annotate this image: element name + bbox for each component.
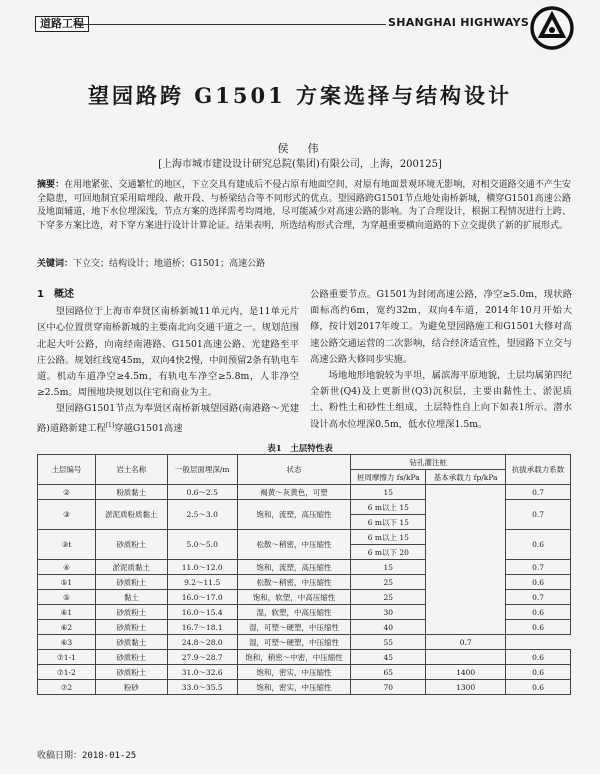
table-header: 基本承载力 fp/kPa (426, 470, 506, 485)
cell: 0.6～2.5 (167, 485, 237, 500)
cell: 1400 (426, 665, 506, 680)
table-row (38, 650, 571, 665)
cell: 砂质粉土 (95, 530, 167, 560)
cell: 砂质粉土 (95, 665, 167, 680)
cell: 黏土 (95, 590, 167, 605)
cell: 湿，可塑～硬塑，中压缩性 (237, 635, 351, 650)
cell: 45 (351, 650, 426, 665)
table-row (38, 680, 571, 695)
cell: 0.7 (506, 500, 571, 530)
paragraph-text: 穿越G1501高速 (114, 422, 183, 434)
cell: 饱和，稍密～中密，中压缩性 (237, 650, 351, 665)
abstract-text: 在用地紧张、交通繁忙的地区，下立交具有建成后不侵占原有地面空间，对原有地面景观环境无影响，对相交道路交通不产生安全隐患，可回地制宜采用暗埋段、敞开段、与桥梁结合等不同形式的优点。望园路跨G1501节点地处南桥新城，横穿G1501高速公路及地面辅道，地下水位埋深浅，节点方案的选择需考均周地，尽可能减少对高速公路的影响。为了合理设计，根据工程情况进行上跨、下穿多方案比选，对下穿方案进行设计计算论证。结果表明，所选结构形式合理，为穿越重要横向道路的下立交提供了新的扩展形式。 (37, 180, 571, 231)
paragraph (37, 401, 299, 437)
abstract (37, 179, 571, 233)
cell: 27.9～28.7 (167, 650, 237, 665)
cell: 65 (351, 665, 426, 680)
article-title: 望园路跨 G1501 方案选择与结构设计 (87, 83, 512, 108)
table-header: 一般层面埋深/m (167, 455, 237, 485)
cell: 0.6 (506, 575, 571, 590)
keywords (37, 258, 571, 271)
paragraph-text: 望园路G1501节点为奉贤区南桥新城望园路(南港路～光建路)道路新建工程 (37, 403, 299, 434)
cell: 0.7 (506, 560, 571, 575)
cell: 5.0～5.0 (167, 530, 237, 560)
cell: ③ (38, 500, 96, 530)
cell: ⑦2 (38, 680, 96, 695)
cell: ⑥3 (38, 635, 96, 650)
cell: 湿，可塑～硬塑，中压缩性 (237, 620, 351, 635)
cell: 16.0～17.0 (167, 590, 237, 605)
body-column-left (37, 287, 299, 437)
cell: 饱和，软塑，中高压缩性 (237, 590, 351, 605)
table-row (38, 635, 571, 650)
cell: 0.7 (506, 485, 571, 500)
abstract-label: 摘要： (37, 180, 65, 190)
cell: ⑤1 (38, 575, 96, 590)
cell: 15 (351, 485, 426, 500)
cell: ⑦1-1 (38, 650, 96, 665)
cell: 0.6 (506, 620, 571, 635)
soil-properties-table (37, 454, 571, 695)
cell: 6 m以上 15 (351, 500, 426, 515)
paragraph: 场地地形地貌较为平坦，属滨海平原地貌，土层均属第四纪全新世(Q4)及上更新世(Q3)沉积层，主要由黏性土、淤泥质土、粉性土和砂性土组成，土层特性自上向下如表1所示。潜水设计高水位埋深0.5m，低水位埋深1.5m。 (310, 370, 572, 430)
cell: 25 (351, 575, 426, 590)
cell: 0.6 (506, 665, 571, 680)
table-row (38, 485, 571, 500)
header-rule (76, 24, 386, 25)
cell: 15 (351, 560, 426, 575)
cell: 16.0～15.4 (167, 605, 237, 620)
cell: 6 m以上 15 (351, 530, 426, 545)
table-header: 土层编号 (38, 455, 96, 485)
cell: ② (38, 485, 96, 500)
cell: 松散～稍密，中压缩性 (237, 530, 351, 560)
cell: 1300 (426, 680, 506, 695)
cell: 11.0～12.0 (167, 560, 237, 575)
cell: 0.6 (506, 605, 571, 620)
keywords-label: 关键词： (37, 259, 74, 269)
cell: 40 (351, 620, 426, 635)
cell: 0.6 (506, 680, 571, 695)
cell: 淤泥质黏土 (95, 560, 167, 575)
cell: ⑥2 (38, 620, 96, 635)
table-caption: 表1 土层特性表 (267, 444, 333, 454)
author-name: 侯 伟 (277, 142, 323, 155)
table-row (38, 665, 571, 680)
cell (426, 485, 506, 635)
cell: 16.7～18.1 (167, 620, 237, 635)
cell: 33.0～35.5 (167, 680, 237, 695)
cell: ④ (38, 560, 96, 575)
cell: 砂质粉土 (95, 620, 167, 635)
cell: 25 (351, 590, 426, 605)
citation: [1] (105, 421, 115, 429)
section-heading: 1 概述 (37, 289, 74, 300)
body-column-right (310, 287, 572, 433)
keywords-text: 下立交；结构设计；地道桥；G1501；高速公路 (73, 259, 266, 269)
cell: 2.5～3.0 (167, 500, 237, 530)
journal-logo-icon (530, 6, 574, 50)
cell: 6 m以下 20 (351, 545, 426, 560)
table-header: 钻孔灌注桩 (351, 455, 506, 470)
cell: ⑤ (38, 590, 96, 605)
journal-name: SHANGHAI HIGHWAYS (388, 16, 530, 29)
cell: 松散～稍密，中压缩性 (237, 575, 351, 590)
cell: 0.7 (506, 590, 571, 605)
received-date: 收稿日期：2018-01-25 (37, 751, 137, 761)
cell: 淤泥质粉质黏土 (95, 500, 167, 530)
cell: 6 m以下 15 (351, 515, 426, 530)
cell: 饱和，流塑，高压缩性 (237, 560, 351, 575)
cell: 70 (351, 680, 426, 695)
cell: 饱和，流塑，高压缩性 (237, 500, 351, 530)
cell: 湿，软塑，中高压缩性 (237, 605, 351, 620)
cell: 砂质粉土 (95, 605, 167, 620)
cell: 粉质黏土 (95, 485, 167, 500)
cell: ⑥1 (38, 605, 96, 620)
cell: 饱和，密实，中压缩性 (237, 680, 351, 695)
affiliation: [上海市城市建设设计研究总院(集团)有限公司，上海，200125] (158, 159, 442, 170)
cell: 粉砂 (95, 680, 167, 695)
table-header: 岩土名称 (95, 455, 167, 485)
paragraph: 望园路位于上海市奉贤区南桥新城11单元内，是11单元片区中心位置贯穿南桥新城的主要南北向交通干道之一。规划范围北起大叶公路，向南经南港路、G1501高速公路、光建路至平庄公路。规划红线宽45m，双向4快2慢，中间预留2条有轨电车道。机动车道净空≥4.5m，有轨电车净空≥5.8m，人非净空≥2.5m。周围地块规划以住宅和商业为主。 (37, 306, 299, 399)
paragraph: 公路重要节点。G1501为封闭高速公路，净空≥5.0m，现状路面标高约6m，宽约32m，双向4车道，2014年10月开始大修，按计划2017年竣工。为避免望园路施工和G1501大修对高速公路交通运营的二次影响，结合经济适宜性，望园路下立交与高速公路大修同步实施。 (310, 289, 572, 365)
cell: 0.7 (426, 635, 506, 650)
cell: 砂质黏土 (95, 635, 167, 650)
category-tag: 道路工程 (35, 16, 89, 32)
cell: 9.2～11.5 (167, 575, 237, 590)
cell: 31.0～32.6 (167, 665, 237, 680)
table-header: 状态 (237, 455, 351, 485)
cell (426, 650, 506, 665)
cell: ⑦1-2 (38, 665, 96, 680)
cell: 30 (351, 605, 426, 620)
cell: 砂质粉土 (95, 650, 167, 665)
cell: 砂质粉土 (95, 575, 167, 590)
cell: 0.6 (506, 530, 571, 560)
cell: 饱和，密实，中压缩性 (237, 665, 351, 680)
table-header: 抗拔承载力系数 (506, 455, 571, 485)
cell: 24.8～28.0 (167, 635, 237, 650)
cell: 55 (351, 635, 426, 650)
cell: 褐黄～灰黄色，可塑 (237, 485, 351, 500)
table-header: 桩周摩擦力 fs/kPa (351, 470, 426, 485)
cell: 0.6 (506, 650, 571, 665)
cell: ③t (38, 530, 96, 560)
